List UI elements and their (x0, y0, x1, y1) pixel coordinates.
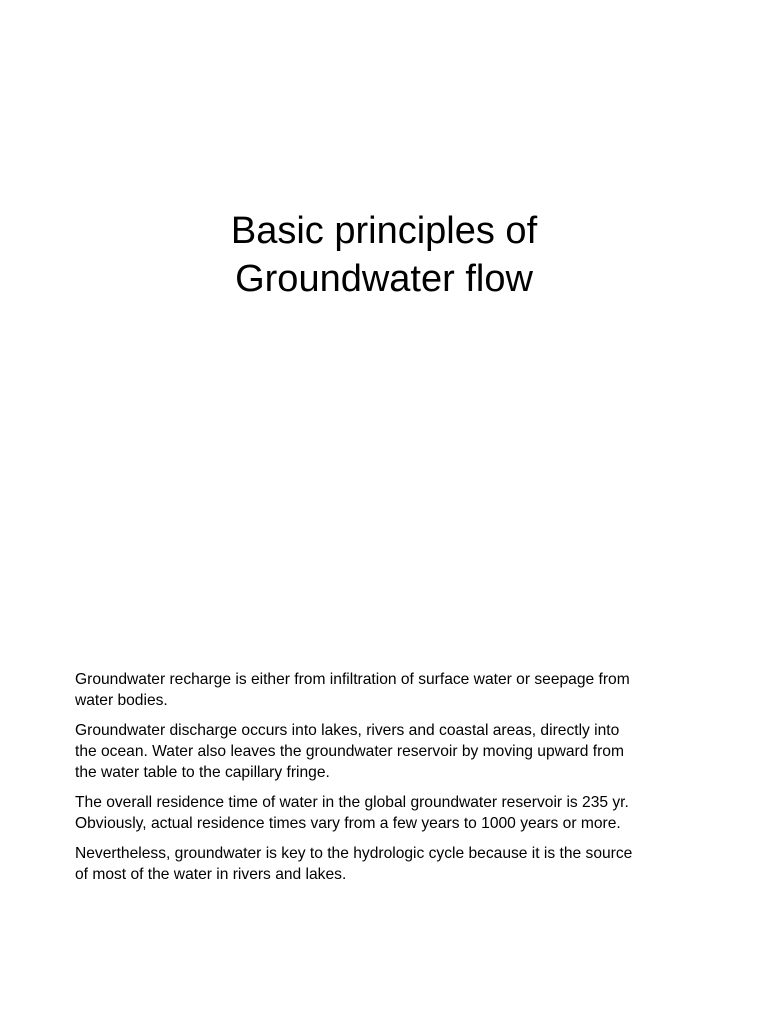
title-line-2: Groundwater flow (235, 258, 533, 300)
paragraph-residence-time (75, 792, 705, 834)
paragraph-line: the water table to the capillary fringe. (75, 764, 330, 781)
title-line-1: Basic principles of (230, 210, 538, 252)
paragraph-line: Nevertheless, groundwater is key to the hydrologic cycle because it is the source (75, 845, 633, 862)
body-text (75, 669, 705, 894)
paragraph-discharge (75, 720, 705, 783)
paragraph-line: water bodies. (75, 692, 168, 709)
page-title (0, 207, 768, 303)
paragraph-line: the ocean. Water also leaves the groundwater reservoir by moving upward from (75, 743, 624, 760)
paragraph-line: The overall residence time of water in the global groundwater reservoir is 235 yr. (75, 794, 629, 811)
paragraph-line: of most of the water in rivers and lakes. (75, 866, 347, 883)
paragraph-line: Groundwater discharge occurs into lakes, rivers and coastal areas, directly into (75, 722, 620, 739)
paragraph-line: Obviously, actual residence times vary from a few years to 1000 years or more. (75, 815, 621, 832)
paragraph-line: Groundwater recharge is either from infiltration of surface water or seepage from (75, 671, 630, 688)
paragraph-recharge (75, 669, 705, 711)
paragraph-hydrologic-cycle (75, 843, 705, 885)
